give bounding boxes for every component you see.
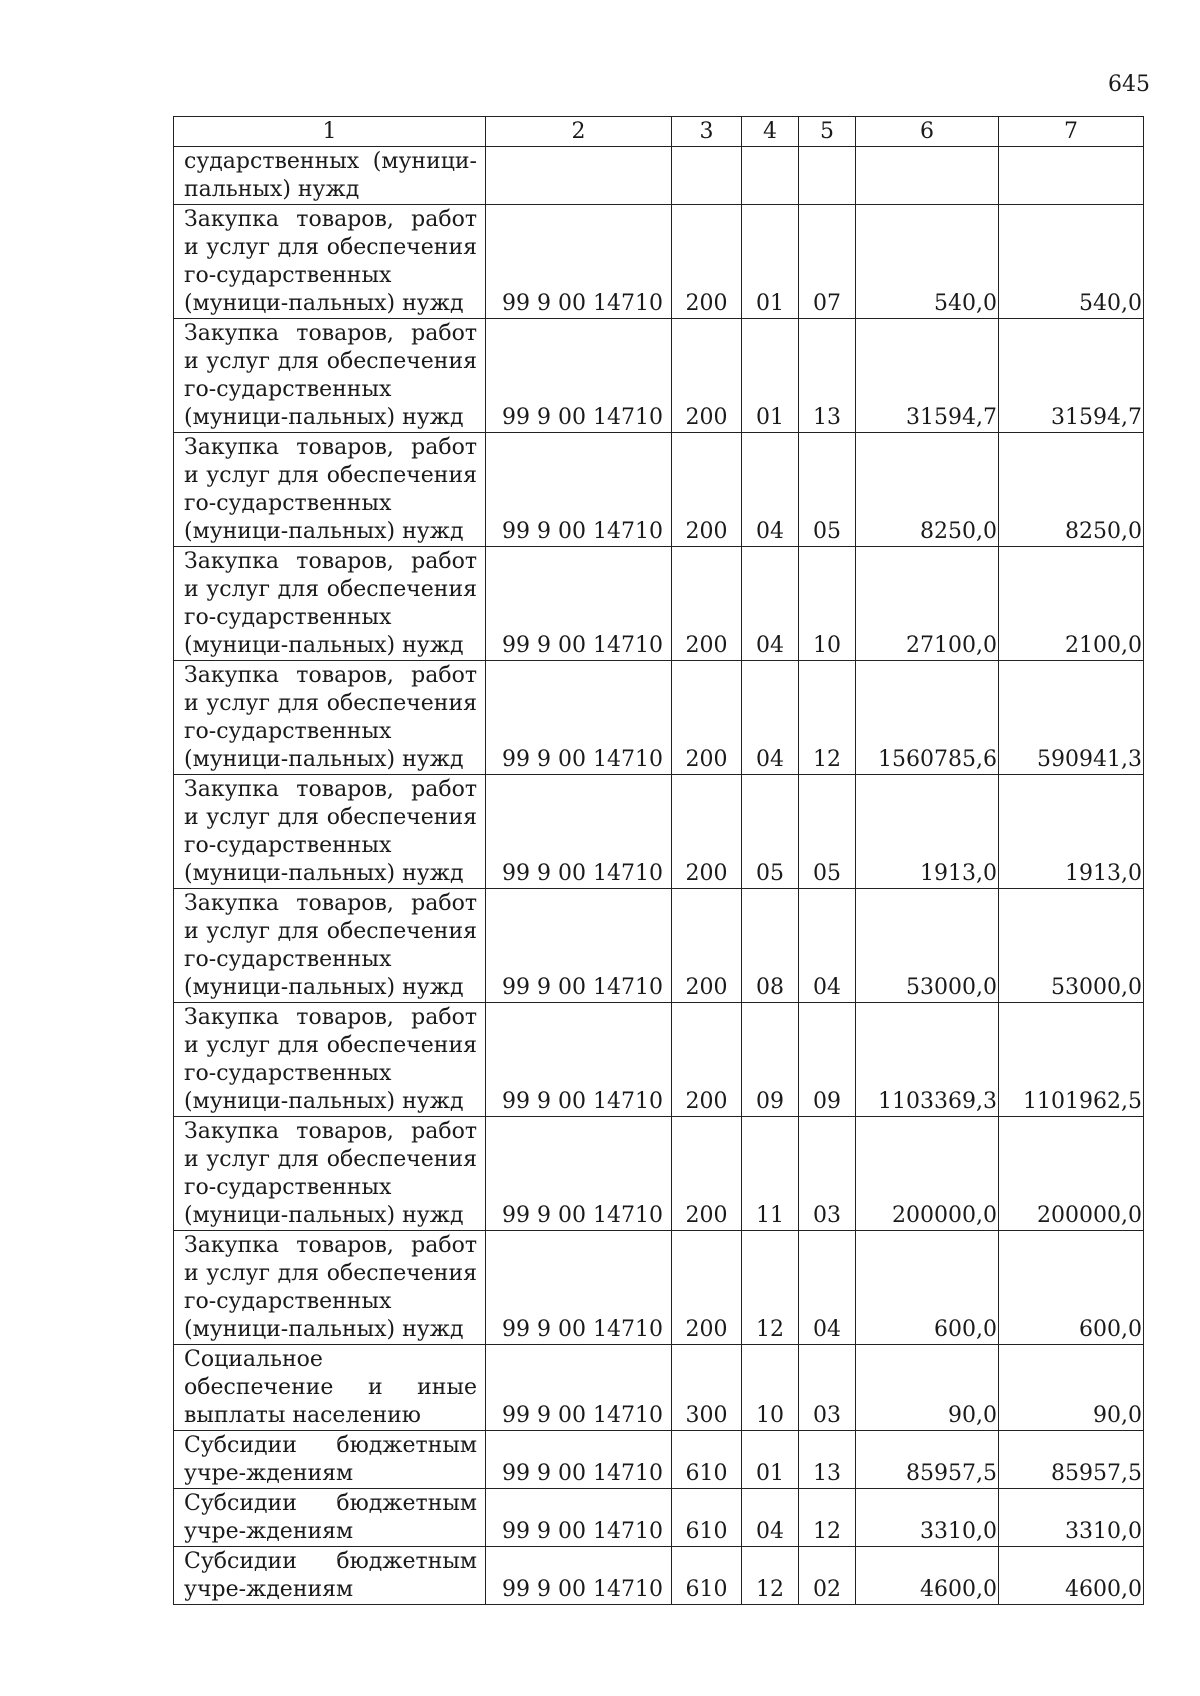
section-cell: 04 bbox=[742, 433, 799, 547]
amount-col6-cell: 53000,0 bbox=[856, 889, 999, 1003]
row-name-cell: Закупка товаров, работ и услуг для обеспечения го-сударственных (муници-пальных) нужд bbox=[174, 1117, 486, 1231]
section-cell: 10 bbox=[742, 1345, 799, 1431]
amount-col7-cell: 1101962,5 bbox=[999, 1003, 1144, 1117]
amount-col7-cell: 4600,0 bbox=[999, 1547, 1144, 1605]
row-name-cell: Субсидии бюджетным учре-ждениям bbox=[174, 1547, 486, 1605]
amount-col6-cell: 27100,0 bbox=[856, 547, 999, 661]
table-row bbox=[174, 1431, 1144, 1489]
amount-col7-cell: 53000,0 bbox=[999, 889, 1144, 1003]
table-row bbox=[174, 1345, 1144, 1431]
amount-col6-cell: 90,0 bbox=[856, 1345, 999, 1431]
table-row bbox=[174, 1117, 1144, 1231]
amount-col7-cell: 3310,0 bbox=[999, 1489, 1144, 1547]
target-code-cell: 99 9 00 14710 bbox=[486, 1231, 672, 1345]
section-cell: 01 bbox=[742, 319, 799, 433]
column-header: 5 bbox=[799, 117, 856, 147]
subsection-cell bbox=[799, 147, 856, 205]
expense-type-cell: 200 bbox=[672, 1117, 742, 1231]
section-cell bbox=[742, 147, 799, 205]
table-row bbox=[174, 147, 1144, 205]
amount-col6-cell: 85957,5 bbox=[856, 1431, 999, 1489]
table-row bbox=[174, 889, 1144, 1003]
expense-type-cell: 200 bbox=[672, 1231, 742, 1345]
section-cell: 12 bbox=[742, 1547, 799, 1605]
table-row bbox=[174, 205, 1144, 319]
target-code-cell: 99 9 00 14710 bbox=[486, 889, 672, 1003]
section-cell: 12 bbox=[742, 1231, 799, 1345]
row-name-cell: Социальное обеспечение и иные выплаты населению bbox=[174, 1345, 486, 1431]
section-cell: 09 bbox=[742, 1003, 799, 1117]
subsection-cell: 09 bbox=[799, 1003, 856, 1117]
row-name-cell: Закупка товаров, работ и услуг для обеспечения го-сударственных (муници-пальных) нужд bbox=[174, 1003, 486, 1117]
expense-type-cell: 610 bbox=[672, 1547, 742, 1605]
target-code-cell: 99 9 00 14710 bbox=[486, 1547, 672, 1605]
target-code-cell: 99 9 00 14710 bbox=[486, 547, 672, 661]
target-code-cell: 99 9 00 14710 bbox=[486, 661, 672, 775]
expense-type-cell: 610 bbox=[672, 1431, 742, 1489]
subsection-cell: 03 bbox=[799, 1345, 856, 1431]
target-code-cell: 99 9 00 14710 bbox=[486, 1117, 672, 1231]
section-cell: 11 bbox=[742, 1117, 799, 1231]
target-code-cell: 99 9 00 14710 bbox=[486, 205, 672, 319]
row-name-cell: Субсидии бюджетным учре-ждениям bbox=[174, 1489, 486, 1547]
row-name-cell: Закупка товаров, работ и услуг для обеспечения го-сударственных (муници-пальных) нужд bbox=[174, 205, 486, 319]
amount-col6-cell: 4600,0 bbox=[856, 1547, 999, 1605]
subsection-cell: 03 bbox=[799, 1117, 856, 1231]
expense-type-cell: 610 bbox=[672, 1489, 742, 1547]
subsection-cell: 04 bbox=[799, 889, 856, 1003]
row-name-cell: сударственных (муници-пальных) нужд bbox=[174, 147, 486, 205]
target-code-cell: 99 9 00 14710 bbox=[486, 775, 672, 889]
table-row bbox=[174, 433, 1144, 547]
amount-col7-cell: 2100,0 bbox=[999, 547, 1144, 661]
table-row bbox=[174, 319, 1144, 433]
subsection-cell: 12 bbox=[799, 1489, 856, 1547]
amount-col7-cell bbox=[999, 147, 1144, 205]
target-code-cell: 99 9 00 14710 bbox=[486, 1431, 672, 1489]
amount-col7-cell: 590941,3 bbox=[999, 661, 1144, 775]
subsection-cell: 02 bbox=[799, 1547, 856, 1605]
column-header: 4 bbox=[742, 117, 799, 147]
row-name-cell: Закупка товаров, работ и услуг для обеспечения го-сударственных (муници-пальных) нужд bbox=[174, 319, 486, 433]
header-row bbox=[174, 117, 1144, 147]
column-header: 2 bbox=[486, 117, 672, 147]
amount-col7-cell: 1913,0 bbox=[999, 775, 1144, 889]
expense-type-cell bbox=[672, 147, 742, 205]
amount-col6-cell: 1560785,6 bbox=[856, 661, 999, 775]
expense-type-cell: 200 bbox=[672, 205, 742, 319]
column-header: 6 bbox=[856, 117, 999, 147]
table-row bbox=[174, 1003, 1144, 1117]
row-name-cell: Закупка товаров, работ и услуг для обеспечения го-сударственных (муници-пальных) нужд bbox=[174, 775, 486, 889]
amount-col7-cell: 90,0 bbox=[999, 1345, 1144, 1431]
amount-col6-cell: 31594,7 bbox=[856, 319, 999, 433]
target-code-cell bbox=[486, 147, 672, 205]
budget-table bbox=[173, 116, 1144, 1605]
expense-type-cell: 200 bbox=[672, 1003, 742, 1117]
amount-col6-cell: 1913,0 bbox=[856, 775, 999, 889]
subsection-cell: 10 bbox=[799, 547, 856, 661]
subsection-cell: 13 bbox=[799, 319, 856, 433]
expense-type-cell: 200 bbox=[672, 661, 742, 775]
table-row bbox=[174, 1231, 1144, 1345]
target-code-cell: 99 9 00 14710 bbox=[486, 433, 672, 547]
target-code-cell: 99 9 00 14710 bbox=[486, 1345, 672, 1431]
table-row bbox=[174, 1489, 1144, 1547]
section-cell: 01 bbox=[742, 1431, 799, 1489]
expense-type-cell: 200 bbox=[672, 433, 742, 547]
amount-col6-cell: 8250,0 bbox=[856, 433, 999, 547]
column-header: 3 bbox=[672, 117, 742, 147]
amount-col7-cell: 540,0 bbox=[999, 205, 1144, 319]
amount-col6-cell: 3310,0 bbox=[856, 1489, 999, 1547]
expense-type-cell: 200 bbox=[672, 889, 742, 1003]
amount-col7-cell: 200000,0 bbox=[999, 1117, 1144, 1231]
section-cell: 08 bbox=[742, 889, 799, 1003]
table-row bbox=[174, 1547, 1144, 1605]
row-name-cell: Закупка товаров, работ и услуг для обеспечения го-сударственных (муници-пальных) нужд bbox=[174, 433, 486, 547]
section-cell: 04 bbox=[742, 1489, 799, 1547]
section-cell: 05 bbox=[742, 775, 799, 889]
row-name-cell: Закупка товаров, работ и услуг для обеспечения го-сударственных (муници-пальных) нужд bbox=[174, 547, 486, 661]
expense-type-cell: 200 bbox=[672, 547, 742, 661]
expense-type-cell: 300 bbox=[672, 1345, 742, 1431]
expense-type-cell: 200 bbox=[672, 775, 742, 889]
subsection-cell: 05 bbox=[799, 433, 856, 547]
section-cell: 04 bbox=[742, 547, 799, 661]
section-cell: 04 bbox=[742, 661, 799, 775]
table-body bbox=[174, 117, 1144, 1605]
amount-col6-cell: 1103369,3 bbox=[856, 1003, 999, 1117]
subsection-cell: 05 bbox=[799, 775, 856, 889]
amount-col7-cell: 600,0 bbox=[999, 1231, 1144, 1345]
subsection-cell: 04 bbox=[799, 1231, 856, 1345]
amount-col7-cell: 8250,0 bbox=[999, 433, 1144, 547]
table-row bbox=[174, 775, 1144, 889]
amount-col6-cell: 200000,0 bbox=[856, 1117, 999, 1231]
table-row bbox=[174, 547, 1144, 661]
target-code-cell: 99 9 00 14710 bbox=[486, 1003, 672, 1117]
table-row bbox=[174, 661, 1144, 775]
row-name-cell: Закупка товаров, работ и услуг для обеспечения го-сударственных (муници-пальных) нужд bbox=[174, 661, 486, 775]
subsection-cell: 12 bbox=[799, 661, 856, 775]
amount-col7-cell: 85957,5 bbox=[999, 1431, 1144, 1489]
subsection-cell: 13 bbox=[799, 1431, 856, 1489]
amount-col7-cell: 31594,7 bbox=[999, 319, 1144, 433]
row-name-cell: Закупка товаров, работ и услуг для обеспечения го-сударственных (муници-пальных) нужд bbox=[174, 889, 486, 1003]
column-header: 1 bbox=[174, 117, 486, 147]
section-cell: 01 bbox=[742, 205, 799, 319]
subsection-cell: 07 bbox=[799, 205, 856, 319]
expense-type-cell: 200 bbox=[672, 319, 742, 433]
target-code-cell: 99 9 00 14710 bbox=[486, 1489, 672, 1547]
amount-col6-cell: 600,0 bbox=[856, 1231, 999, 1345]
page-number: 645 bbox=[1108, 72, 1150, 97]
amount-col6-cell: 540,0 bbox=[856, 205, 999, 319]
row-name-cell: Субсидии бюджетным учре-ждениям bbox=[174, 1431, 486, 1489]
column-header: 7 bbox=[999, 117, 1144, 147]
row-name-cell: Закупка товаров, работ и услуг для обеспечения го-сударственных (муници-пальных) нужд bbox=[174, 1231, 486, 1345]
amount-col6-cell bbox=[856, 147, 999, 205]
target-code-cell: 99 9 00 14710 bbox=[486, 319, 672, 433]
